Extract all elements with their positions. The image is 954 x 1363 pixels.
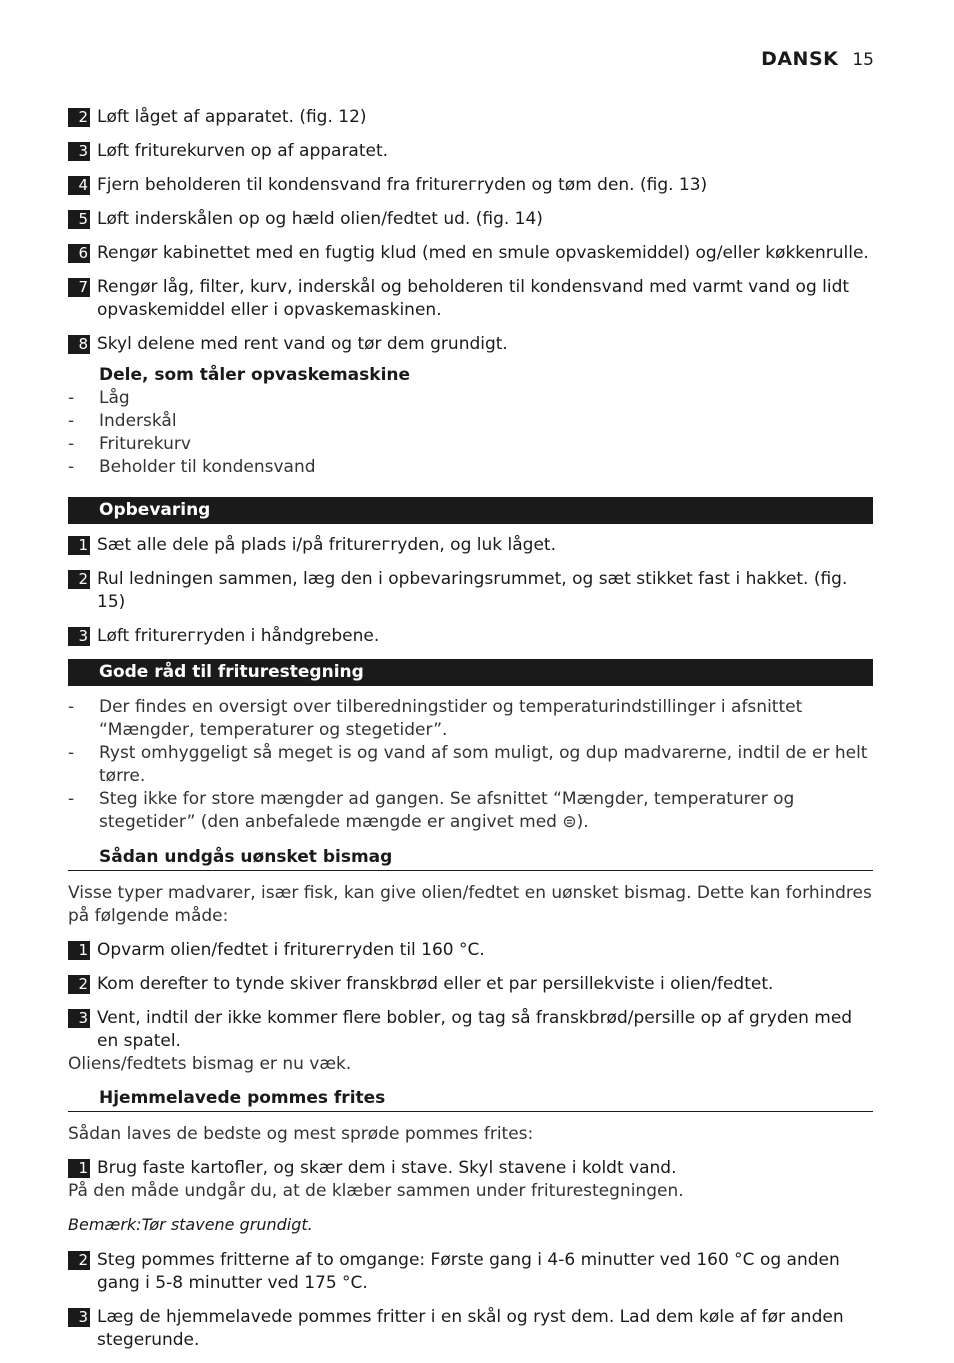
fries-remark: Bemærk:Tør stavene grundigt. bbox=[68, 1215, 313, 1234]
section-heading-tips: Gode råd til friturestegning bbox=[68, 659, 873, 686]
step-text: Rul ledningen sammen, læg den i opbevaringsrummet, og sæt stikket fast i hakket. (fig. 15) bbox=[97, 569, 848, 612]
step-number: 3 bbox=[68, 142, 90, 161]
step-number: 4 bbox=[68, 176, 90, 195]
step-item bbox=[68, 1157, 873, 1180]
step-number: 3 bbox=[68, 1308, 90, 1327]
step-text: Løft friturekurven op af apparatet. bbox=[97, 141, 389, 161]
step-text: Fjern beholderen til kondensvand fra friturегryden og tøm den. (fig. 13) bbox=[97, 175, 708, 195]
language-label: DANSK bbox=[761, 48, 839, 70]
step-number: 6 bbox=[68, 244, 90, 263]
list-item: - Inderskål bbox=[68, 411, 177, 431]
step-text: Skyl delene med rent vand og tør dem grundigt. bbox=[97, 334, 508, 354]
step-text: Løft inderskålen op og hæld olien/fedtet ud. (fig. 14) bbox=[97, 209, 543, 229]
step-item bbox=[68, 174, 873, 197]
list-item: - Der findes en oversigt over tilberedningstider og temperaturindstillinger i afsnittet “Mængder, temperaturer og stegetider”. bbox=[68, 697, 803, 740]
page-header bbox=[761, 48, 874, 70]
step-number: 7 bbox=[68, 278, 90, 297]
step-item bbox=[68, 973, 873, 996]
tips-list bbox=[68, 696, 873, 834]
fries-intro: Sådan laves de bedste og mest sprøde pommes frites: bbox=[68, 1124, 534, 1144]
step-number: 1 bbox=[68, 536, 90, 555]
step-item bbox=[68, 106, 873, 129]
cleaning-steps bbox=[68, 106, 873, 356]
step-text: Rengør låg, filter, kurv, inderskål og beholderen til kondensvand med varmt vand og lidt opvaskemiddel eller i opvaskemaskinen. bbox=[97, 277, 850, 320]
step-number: 2 bbox=[68, 570, 90, 589]
list-item: - Friturekurv bbox=[68, 434, 191, 454]
step-number: 8 bbox=[68, 335, 90, 354]
dishwasher-list bbox=[68, 387, 873, 479]
step-item bbox=[68, 568, 873, 614]
list-item: - Steg ikke for store mængder ad gangen. Se afsnittet “Mængder, temperaturer og stegetider” (den anbefalede mængde er angivet med ⊜). bbox=[68, 789, 795, 832]
step-number: 3 bbox=[68, 627, 90, 646]
step-item bbox=[68, 625, 873, 648]
page-number: 15 bbox=[852, 50, 874, 70]
step-text: Opvarm olien/fedtet i friturегryden til 160 °C. bbox=[97, 940, 485, 960]
fries-step1-note: På den måde undgår du, at de klæber sammen under friturestegningen. bbox=[68, 1181, 684, 1201]
step-number: 3 bbox=[68, 1009, 90, 1028]
bismag-result: Oliens/fedtets bismag er nu væk. bbox=[68, 1054, 352, 1074]
section-heading-fries: Hjemmelavede pommes frites bbox=[68, 1087, 873, 1112]
step-item bbox=[68, 208, 873, 231]
step-number: 2 bbox=[68, 1251, 90, 1270]
step-number: 5 bbox=[68, 210, 90, 229]
step-text: Brug faste kartofler, og skær dem i stave. Skyl stavene i koldt vand. bbox=[97, 1158, 677, 1178]
page-content bbox=[68, 106, 873, 1363]
step-text: Kom derefter to tynde skiver franskbrød eller et par persillekviste i olien/fedtet. bbox=[97, 974, 774, 994]
step-item bbox=[68, 1306, 873, 1352]
step-number: 1 bbox=[68, 941, 90, 960]
step-text: Steg pommes fritterne af to omgange: Første gang i 4-6 minutter ved 160 °C og anden gang i 5-8 minutter ved 175 °C. bbox=[97, 1250, 840, 1293]
step-item bbox=[68, 333, 873, 356]
step-item bbox=[68, 276, 873, 322]
step-text: Læg de hjemmelavede pommes fritter i en skål og ryst dem. Lad dem køle af før anden stegerunde. bbox=[97, 1307, 844, 1350]
list-item: - Låg bbox=[68, 388, 130, 408]
bismag-intro: Visse typer madvarer, især fisk, kan give olien/fedtet en uønsket bismag. Dette kan forhindres på følgende måde: bbox=[68, 883, 872, 926]
list-item: - Beholder til kondensvand bbox=[68, 457, 316, 477]
step-item bbox=[68, 1249, 873, 1295]
step-item bbox=[68, 140, 873, 163]
step-text: Rengør kabinettet med en fugtig klud (med en smule opvaskemiddel) og/eller køkkenrulle. bbox=[97, 243, 869, 263]
list-item: - Ryst omhyggeligt så meget is og vand af som muligt, og dup madvarerne, indtil de er helt tørre. bbox=[68, 743, 868, 786]
step-number: 2 bbox=[68, 975, 90, 994]
step-number: 2 bbox=[68, 108, 90, 127]
step-item bbox=[68, 534, 873, 557]
step-text: Sæt alle dele på plads i/på friturегryden, og luk låget. bbox=[97, 535, 556, 555]
storage-steps bbox=[68, 534, 873, 648]
section-heading-storage: Opbevaring bbox=[68, 497, 873, 524]
step-item bbox=[68, 242, 873, 265]
step-text: Løft friturегryden i håndgrebene. bbox=[97, 626, 380, 646]
section-heading-bismag: Sådan undgås uønsket bismag bbox=[68, 846, 873, 871]
step-item bbox=[68, 1007, 873, 1053]
step-text: Vent, indtil der ikke kommer flere bobler, og tag så franskbrød/persille op af gryden med en spatel. bbox=[97, 1008, 853, 1051]
dishwasher-heading: Dele, som tåler opvaskemaskine bbox=[99, 365, 411, 385]
step-number: 1 bbox=[68, 1159, 90, 1178]
step-item bbox=[68, 939, 873, 962]
step-text: Løft låget af apparatet. (fig. 12) bbox=[97, 107, 367, 127]
